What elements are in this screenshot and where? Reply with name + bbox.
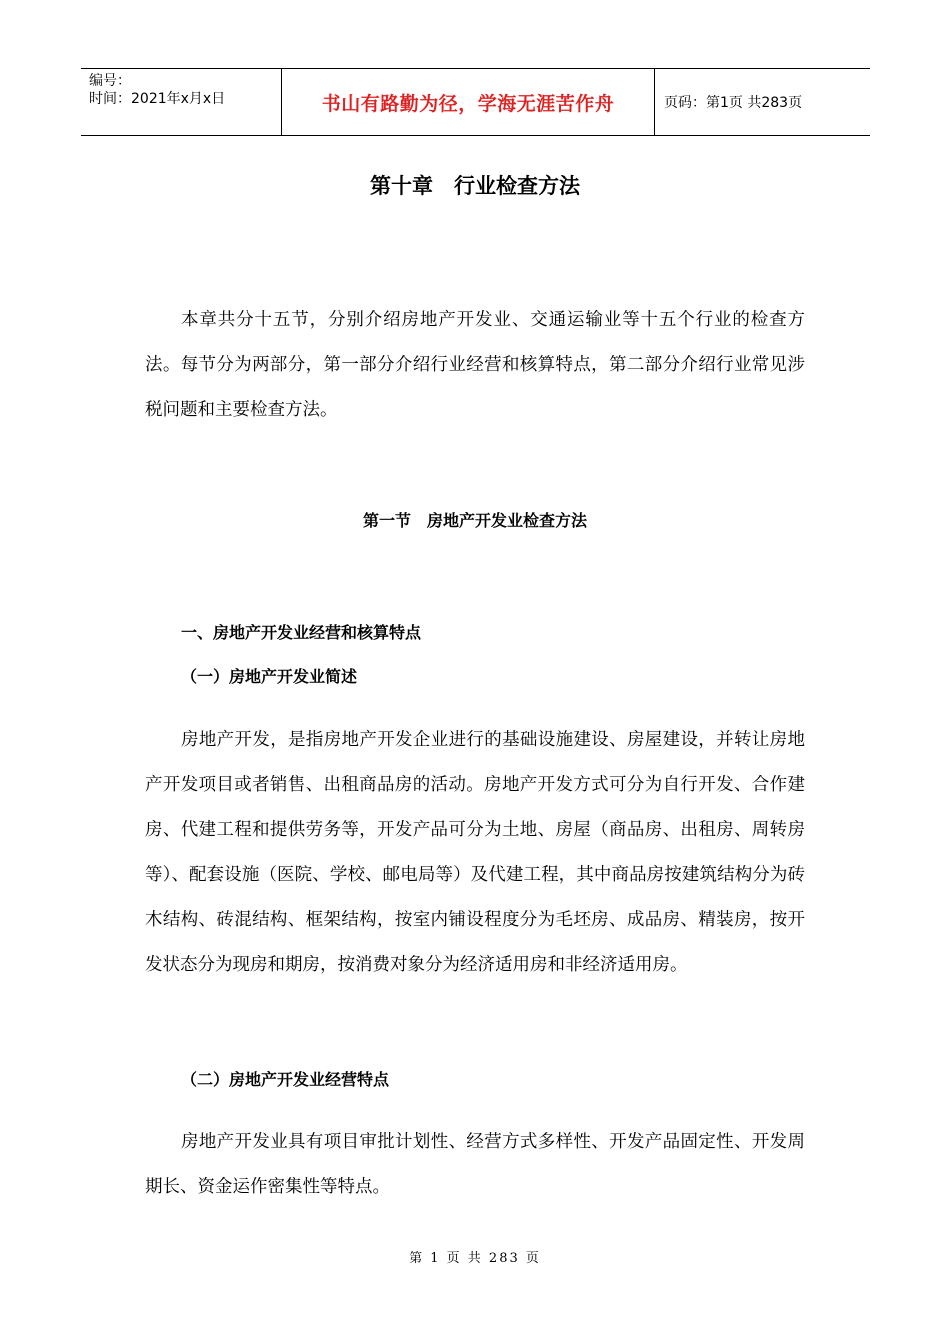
header-page-info: 页码：第1页 共283页 (664, 95, 803, 111)
paragraph-business-features: 房地产开发业具有项目审批计划性、经营方式多样性、开发产品固定性、开发周期长、资金运作密集性等特点。 (145, 1132, 805, 1197)
header-motto-cell (281, 69, 655, 135)
page-footer: 第 1 页 共 283 页 (409, 1251, 541, 1266)
document-time-label: 时间：2021年x月x日 (89, 91, 226, 107)
section-title: 第一节 房地产开发业检查方法 (362, 511, 587, 530)
subheading-business-features: （二）房地产开发业经营特点 (181, 1070, 390, 1089)
heading-business-accounting: 一、房地产开发业经营和核算特点 (181, 623, 422, 642)
document-header (81, 68, 870, 136)
document-number-label: 编号： (89, 73, 131, 89)
header-meta-cell (81, 69, 281, 135)
chapter-title: 第十章 行业检查方法 (370, 174, 580, 198)
paragraph-overview: 房地产开发，是指房地产开发企业进行的基础设施建设、房屋建设，并转让房地产开发项目或者销售、出租商品房的活动。房地产开发方式可分为自行开发、合作建房、代建工程和提供劳务等，开发产品可分为土地、房屋（商品房、出租房、周转房等）、配套设施（医院、学校、邮电局等）及代建工程，其中商品房按建筑结构分为砖木结构、砖混结构、框架结构，按室内铺设程度分为毛坯房、成品房、精装房，按开发状态分为现房和期房，按消费对象分为经济适用房和非经济适用房。 (145, 730, 805, 975)
header-motto: 书山有路勤为径，学海无涯苦作舟 (321, 92, 615, 115)
subheading-overview: （一）房地产开发业简述 (181, 667, 358, 686)
header-page-cell (655, 69, 870, 135)
intro-paragraph: 本章共分十五节，分别介绍房地产开发业、交通运输业等十五个行业的检查方法。每节分为两部分，第一部分介绍行业经营和核算特点，第二部分介绍行业常见涉税问题和主要检查方法。 (145, 310, 805, 420)
